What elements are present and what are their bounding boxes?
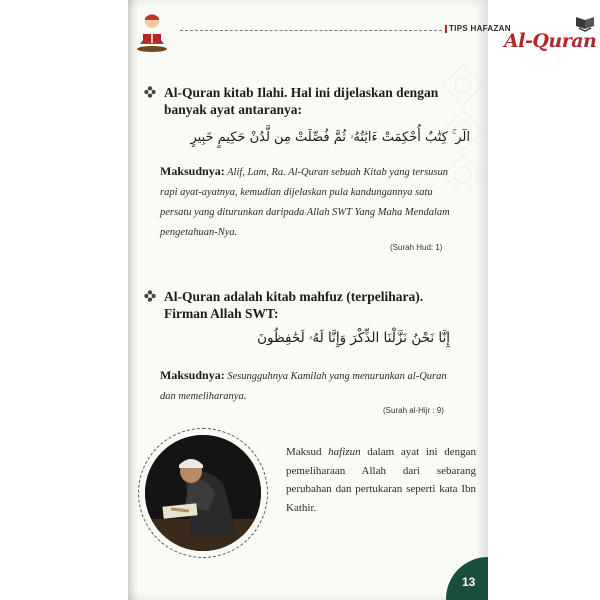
red-bar-marker [445,25,447,33]
tips-hafazan-label: TIPS HAFAZAN [449,24,511,33]
series-label [445,24,511,33]
section-1-translation [160,161,460,243]
page-header [128,0,597,62]
flower-bullet-icon [144,290,156,302]
meaning-label: Maksudnya: [160,368,225,382]
book-spine-background [0,0,128,600]
boy-reading-quran-icon [132,10,176,54]
caption-rest: dalam ayat ini dengan pemeliharaan Allah dari sebarang perubahan dan pertukaran seperti kata Ibn Kathir. [286,446,477,514]
section-1-heading: Al-Quran kitab Ilahi. Hal ini dijelaskan dengan banyak ayat antaranya: [164,85,439,117]
section-1-reference: (Surah Hud: 1) [390,243,443,252]
caption-intro: Maksud [286,446,329,458]
page-gutter-shadow [128,0,138,600]
section-1-translation-text: Alif, Lam, Ra. Al-Quran sebuah Kitab yang tersusun rapi ayat-ayatnya, kemudian dijelaskan pula kandungannya satu persatu yang diturunkan daripada Allah SWT Yang Maha Mendalam pengetahuan-Nya. [160,167,450,238]
section-2-translation-text: Sesungguhnya Kamilah yang menurunkan al-Quran dan memeliharanya. [160,371,447,402]
meaning-label: Maksudnya: [160,164,225,178]
open-quran-icon [574,14,596,32]
section-2-translation [160,365,460,407]
photo-caption [286,443,476,517]
caption-term: hafizun [328,446,361,458]
man-reading-quran-photo [145,435,261,551]
section-2-reference: (Surah al-Hijr : 9) [383,406,444,415]
man-reading-illustration [145,435,261,551]
section-1-arabic-verse: الٓر ۚ كِتَٰبٌ أُحْكِمَتْ ءَايَٰتُهُۥ ثُمَّ فُصِّلَتْ مِن لَّدُنْ حَكِيمٍ خَبِيرٍ [190,130,470,145]
section-2-arabic-verse: إِنَّا نَحْنُ نَزَّلْنَا الذِّكْرَ وَإِنَّا لَهُۥ لَحَٰفِظُونَ [257,330,450,346]
brand-title: Al-Quran [504,30,597,52]
flower-bullet-icon [144,86,156,98]
section-2-heading: Al-Quran adalah kitab mahfuz (terpelihara). Firman Allah SWT: [164,289,424,321]
page-number: 13 [462,575,476,589]
header-dashed-rule [180,30,442,31]
right-margin [488,0,600,600]
